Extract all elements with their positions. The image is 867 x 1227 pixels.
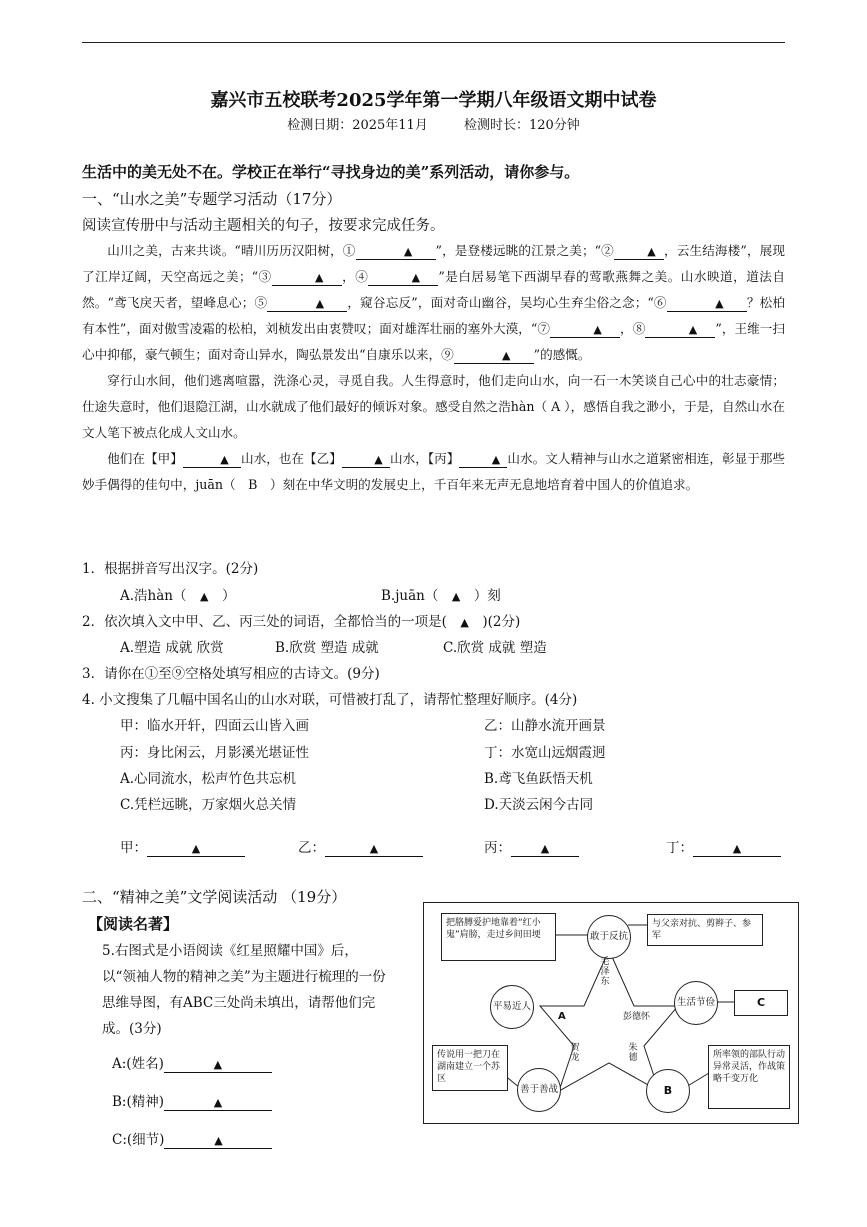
blank-9[interactable]: ▲ [454, 347, 534, 364]
question-1: 1．根据拼音写出汉字。(2分) [82, 561, 259, 577]
section2-subheading: 【阅读名著】 [88, 915, 179, 933]
page-title: 嘉兴市五校联考2025学年第一学期八年级语文期中试卷 [210, 90, 657, 111]
blank-1[interactable]: ▲ [356, 243, 436, 260]
mindmap-node-left: 平易近人 [490, 985, 534, 1029]
blank-bing[interactable]: ▲ [459, 451, 507, 468]
q1-option-a: A.浩hàn（ ▲ ） [120, 588, 236, 604]
mindmap-node-top: 敢于反抗 [587, 915, 631, 959]
q1-option-b: B.juān（ ▲ ）刻 [381, 588, 501, 604]
blank-6[interactable]: ▲ [667, 295, 747, 312]
question-4: 4. 小文搜集了几幅中国名山的山水对联，可惜被打乱了，请帮忙整理好顺序。(4分) [82, 692, 578, 708]
question-5: 5.右图式是小语阅读《红星照耀中国》后，以“领袖人物的精神之美”为主题进行梳理的一份思维导图，有ABC三处尚未填出，请帮他们完成。(3分) [102, 943, 386, 1037]
q5-answer-b: B:(精神) ▲ [112, 1090, 272, 1111]
section2-heading: 二、“精神之美”文学阅读活动 （19分） [82, 888, 347, 906]
exam-date: 检测日期：2025年11月 [287, 118, 428, 133]
q2-option-c: C.欣赏 成就 塑造 [443, 640, 547, 656]
section1-task: 阅读宣传册中与活动主题相关的句子，按要求完成任务。 [82, 218, 445, 234]
blank-2[interactable]: ▲ [614, 243, 664, 260]
question-3: 3．请你在①至⑨空格处填写相应的古诗文。(9分) [82, 666, 380, 682]
option-a: A.心同流水，松声竹色共忘机 [120, 771, 297, 787]
couplet-ding: 丁：水宽山远烟霞迥 [484, 745, 606, 761]
answer-yi: 乙： ▲ [298, 836, 423, 857]
couplet-bing: 丙：身比闲云，月影溪光堪证性 [120, 745, 309, 761]
blank-7[interactable]: ▲ [550, 321, 620, 338]
couplet-yi: 乙：山静水流开画景 [484, 718, 606, 734]
q2-option-b: B.欣赏 塑造 成就 [275, 640, 379, 656]
blank-5[interactable]: ▲ [267, 295, 347, 312]
blank-8[interactable]: ▲ [645, 321, 715, 338]
mindmap-box-bottom-left: 传说用一把刀在湖南建立一个苏区 [432, 1045, 508, 1091]
option-c: C.凭栏远眺，万家烟火总关情 [120, 797, 297, 813]
passage-2: 穿行山水间，他们逃离喧嚣，洗涤心灵，寻觅自我。人生得意时，他们走向山水，向一石一木笑谈自己心中的壮志豪情；仕途失意时，他们退隐江湖，山水就成了他们最好的倾诉对象。感受自然之浩hàn（ A ），感悟自我之渺小，于是，自然山水在文人笔下被点化成人文山水。 [82, 373, 786, 440]
passage-3: 他们在【甲】 ▲ 山水，也在【乙】 ▲ 山水，【丙】 ▲ 山水。文人精神与山水之道紧密相连，彰显于那些妙手偶得的佳句中，juān（ B ）刻在中华文明的发展史上，千百年来无声无息地培育着中国人的价值追求。 [82, 451, 786, 492]
top-rule [82, 42, 785, 43]
option-d: D.天淡云闲今古同 [484, 797, 594, 813]
mindmap-node-b[interactable]: B [646, 1069, 690, 1113]
blank-yi[interactable]: ▲ [342, 451, 390, 468]
answer-ding: 丁： ▲ [666, 836, 781, 857]
answer-jia: 甲： ▲ [120, 836, 245, 857]
answer-bing-blank[interactable]: ▲ [511, 841, 579, 857]
mindmap-node-right: 生活节俭 [674, 981, 718, 1025]
exam-duration: 检测时长：120分钟 [463, 118, 580, 133]
option-b: B.鸢飞鱼跃悟天机 [484, 771, 593, 787]
section1-heading: 一、“山水之美”专题学习活动（17分） [82, 190, 342, 208]
answer-yi-blank[interactable]: ▲ [325, 841, 423, 857]
answer-jia-blank[interactable]: ▲ [147, 841, 245, 857]
mindmap-box-c[interactable]: C [734, 990, 788, 1016]
label-zhu: 朱德 [628, 1043, 638, 1063]
q5-blank-a[interactable]: ▲ [164, 1057, 272, 1073]
blank-3[interactable]: ▲ [272, 269, 342, 286]
q5-blank-c[interactable]: ▲ [164, 1133, 272, 1149]
blank-4[interactable]: ▲ [368, 269, 438, 286]
mindmap-box-top-left: 把胳膊爱护地靠着“红小鬼”肩膀，走过乡间田埂 [441, 913, 556, 961]
question-2: 2．依次填入文中甲、乙、丙三处的词语，全都恰当的一项是( ▲ )(2分) [82, 614, 521, 630]
label-a[interactable]: A [558, 1011, 566, 1022]
answer-bing: 丙： ▲ [484, 836, 579, 857]
passage-1: 山川之美，古来共谈。“晴川历历汉阳树，① ▲ ”，是登楼远眺的江景之美；“② ▲ ，云生结海楼”，展现了江岸辽阔，天空高远之美；“③ ▲ ，④ ▲ ”是白居易笔下西湖早春的莺歌燕舞之美。山水映道，道法自然。“鸢飞戾天者，望峰息心；⑤ ▲ ，窥谷忘反”，面对奇山幽谷，吴均心生弃尘俗之念；“⑥ ▲ ？松柏有本性”，面对傲雪凌霜的松柏，刘桢发出由衷赞叹；面对雄浑壮丽的塞外大漠，“⑦ ▲ ，⑧ ▲ ”，王维一扫心中抑郁，豪气顿生；面对奇山异水，陶弘景发出“自康乐以来，⑨ ▲ ”的感慨。 穿行山水间，他们逃离喧嚣，洗涤心灵，寻觅自我。人生得意时，他们走向山水，向一石一木笑谈自己心中的壮志豪情；仕途失意时，他们退隐江湖，山水就成了他们最好的倾诉对象。感受自然之浩hàn（ A ），感悟自我之渺小，于是，自然山水在文人笔下被点化成人文山水。 他们在【甲】 ▲ 山水，也在【乙】 ▲ 山水，【丙】 ▲ 山水。文人精神与山水之道紧密相连，彰显于那些妙手偶得的佳句中，juān（ B ）刻在中华文明的发展史上，千百年来无声无息地培育着中国人的价值追求。 [82, 238, 785, 498]
label-he: 贺龙 [570, 1043, 580, 1063]
answer-ding-blank[interactable]: ▲ [693, 841, 781, 857]
mind-map [423, 902, 799, 1124]
mindmap-box-bottom-right: 所率领的部队行动异常灵活，作战策略千变万化 [708, 1045, 790, 1109]
q5-answer-a: A:(姓名) ▲ [112, 1052, 272, 1073]
couplet-jia: 甲：临水开轩，四面云山皆入画 [120, 718, 309, 734]
exam-info [0, 114, 867, 133]
label-peng: 彭德怀 [623, 1012, 651, 1022]
blank-jia[interactable]: ▲ [183, 451, 241, 468]
mindmap-node-bottom-left: 善于善战 [517, 1068, 561, 1112]
intro-text: 生活中的美无处不在。学校正在举行“寻找身边的美”系列活动，请你参与。 [82, 163, 580, 181]
mindmap-box-top-right: 与父亲对抗、剪辫子、参军 [647, 914, 763, 946]
label-mao: 毛泽东 [600, 957, 610, 987]
q2-option-a: A.塑造 成就 欣赏 [120, 640, 224, 656]
q5-answer-c: C:(细节) ▲ [112, 1128, 272, 1149]
q5-blank-b[interactable]: ▲ [164, 1095, 272, 1111]
